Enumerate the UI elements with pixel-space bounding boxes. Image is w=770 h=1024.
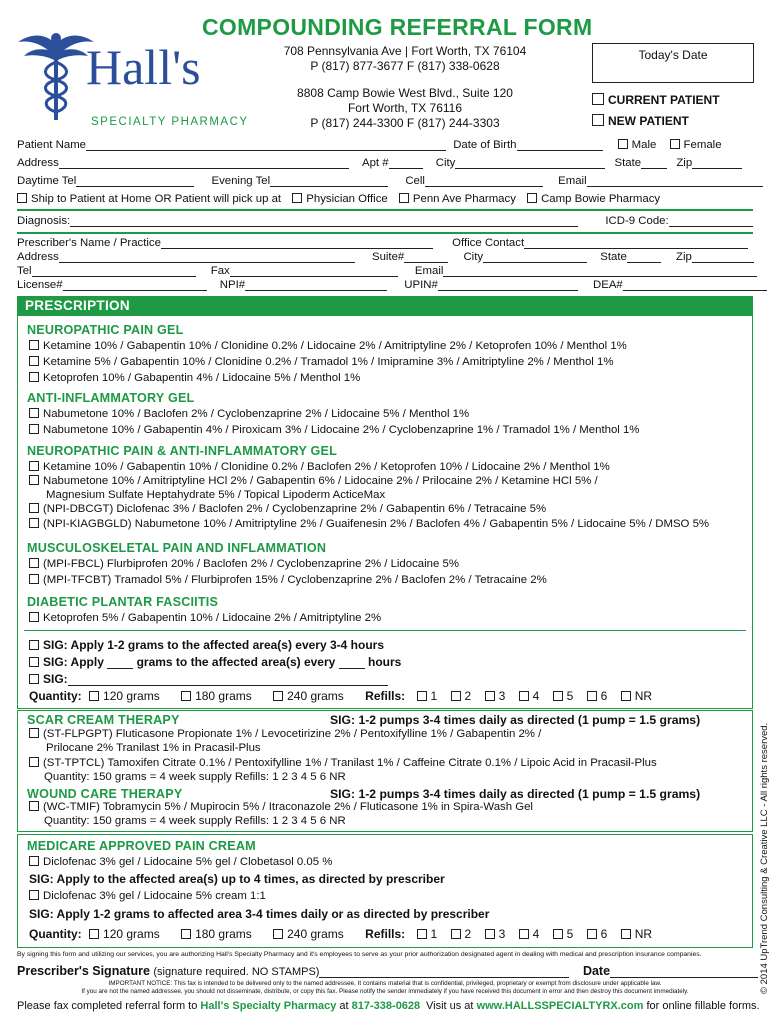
- prescriber-city-label: City: [463, 251, 484, 263]
- physician-office-checkbox[interactable]: [292, 193, 302, 203]
- qty-240-checkbox[interactable]: [273, 691, 283, 701]
- camp-bowie-label: Camp Bowie Pharmacy: [541, 193, 661, 205]
- date-label: Date: [582, 964, 611, 978]
- todays-date-label: Today's Date: [638, 48, 708, 62]
- medicare-refill-nr-checkbox[interactable]: [621, 929, 631, 939]
- apt-field[interactable]: [389, 157, 423, 169]
- male-checkbox[interactable]: [618, 139, 628, 149]
- prescriber-zip-field[interactable]: [692, 251, 754, 263]
- prescriber-email-label: Email: [414, 265, 444, 277]
- scar-quantity: Quantity: 150 grams = 4 week supply Refills: 1 2 3 4 5 6 NR: [44, 771, 346, 783]
- patient-name-label: Patient Name: [17, 139, 87, 151]
- sig-1-checkbox[interactable]: [29, 640, 39, 650]
- date-field[interactable]: [610, 966, 758, 978]
- sig-3-checkbox[interactable]: [29, 674, 39, 684]
- medicare-qty-120-checkbox[interactable]: [89, 929, 99, 939]
- city-field[interactable]: [455, 157, 605, 169]
- diabetic-checkbox[interactable]: [29, 612, 39, 622]
- musc-1-label: (MPI-FBCL) Flurbiprofen 20% / Baclofen 2% / Cyclobenzaprine 2% / Lidocaine 5%: [43, 558, 459, 570]
- fax-instruction: Please fax completed referral form to: [17, 1000, 198, 1012]
- refill-3-label: 3: [498, 689, 506, 703]
- musc-2-label: (MPI-TFCBT) Tramadol 5% / Flurbiprofen 15% / Cyclobenzaprine 2% / Baclofen 2% / Tetracaine 2%: [43, 574, 547, 586]
- neuropathic-title: NEUROPATHIC PAIN GEL: [27, 323, 184, 337]
- female-label: Female: [683, 139, 722, 151]
- scar-2-checkbox[interactable]: [29, 757, 39, 767]
- license-label: License#: [17, 279, 63, 291]
- neuropathic-3-label: Ketoprofen 10% / Gabapentin 4% / Lidocaine 5% / Menthol 1%: [43, 372, 361, 384]
- medicare-qty-240-checkbox[interactable]: [273, 929, 283, 939]
- sig-2-label-mid: grams to the affected area(s) every: [136, 655, 336, 669]
- medicare-refill-4-checkbox[interactable]: [519, 929, 529, 939]
- refill-3-checkbox[interactable]: [485, 691, 495, 701]
- icd-field[interactable]: [669, 215, 753, 227]
- neuropathic-2-checkbox[interactable]: [29, 356, 39, 366]
- phone-camp-bowie: P (817) 244-3300 F (817) 244-3303: [310, 116, 500, 130]
- sig-2-grams-field[interactable]: [107, 657, 133, 669]
- wound-checkbox[interactable]: [29, 801, 39, 811]
- medicare-sig-1: SIG: Apply to the affected area(s) up to 4 times, as directed by prescriber: [29, 872, 445, 886]
- npi-field[interactable]: [245, 279, 387, 291]
- refill-nr-label: NR: [634, 689, 653, 703]
- medicare-refill-2-checkbox[interactable]: [451, 929, 461, 939]
- address-camp-bowie: 8808 Camp Bowie West Blvd., Suite 120: [297, 86, 513, 100]
- patient-name-field[interactable]: [86, 139, 446, 151]
- scar-1-label: (ST-FLPGPT) Fluticasone Propionate 1% / Levocetirizine 2% / Pentoxifylline 1% / Gabapentin 2% /: [43, 728, 542, 740]
- wound-title: WOUND CARE THERAPY: [27, 787, 183, 801]
- prescriber-state-field[interactable]: [627, 251, 661, 263]
- current-patient-checkbox[interactable]: [592, 93, 604, 105]
- zip-label: Zip: [676, 157, 693, 169]
- notice-line-2: If you are not the named addressee, you should not disseminate, distribute, or copy this fax. Please notify the sender immediately if you have received this document in error and then destroy this document immediately.: [81, 988, 689, 995]
- prescriber-city-field[interactable]: [483, 251, 587, 263]
- prescriber-name-field[interactable]: [161, 237, 433, 249]
- female-checkbox[interactable]: [670, 139, 680, 149]
- medicare-refills-label: Refills:: [365, 927, 406, 941]
- penn-ave-checkbox[interactable]: [399, 193, 409, 203]
- prescriber-address-field[interactable]: [59, 251, 355, 263]
- neuropathic-2-label: Ketamine 5% / Gabapentin 10% / Clonidine 0.2% / Tramadol 1% / Imipramine 3% / Amitriptyline 2% / Menthol 1%: [43, 356, 614, 368]
- sig-divider: [24, 630, 746, 631]
- evening-tel-label: Evening Tel: [211, 175, 271, 187]
- visit-suffix: for online fillable forms.: [646, 1000, 760, 1012]
- physician-office-label: Physician Office: [306, 193, 388, 205]
- neuropathic-3-checkbox[interactable]: [29, 372, 39, 382]
- dea-label: DEA#: [593, 279, 623, 291]
- refill-6-label: 6: [600, 689, 608, 703]
- wound-label: (WC-TMIF) Tobramycin 5% / Mupirocin 5% / Itraconazole 2% / Fluticasone 1% in Spira-Wash Gel: [43, 801, 533, 813]
- musc-2-checkbox[interactable]: [29, 574, 39, 584]
- sig-2-hours-field[interactable]: [339, 657, 365, 669]
- refill-1-label: 1: [430, 689, 438, 703]
- upin-label: UPIN#: [404, 279, 438, 291]
- suite-label: Suite#: [371, 251, 405, 263]
- daytime-tel-label: Daytime Tel: [17, 175, 77, 187]
- sig-2-label-end: hours: [368, 655, 402, 669]
- wound-quantity: Quantity: 150 grams = 4 week supply Refills: 1 2 3 4 5 6 NR: [44, 815, 346, 827]
- combo-2-label-cont: Magnesium Sulfate Heptahydrate 5% / Topical Lipoderm ActiceMax: [46, 489, 386, 501]
- new-patient-label: NEW PATIENT: [608, 114, 689, 128]
- camp-bowie-checkbox[interactable]: [527, 193, 537, 203]
- medicare-refill-6-label: 6: [600, 927, 608, 941]
- refill-5-label: 5: [566, 689, 574, 703]
- scar-sig: SIG: 1-2 pumps 3-4 times daily as directed (1 pump = 1.5 grams): [330, 713, 701, 727]
- refill-2-label: 2: [464, 689, 472, 703]
- combo-4-checkbox[interactable]: [29, 518, 39, 528]
- medicare-refill-1-label: 1: [430, 927, 438, 941]
- medicare-1-label: Diclofenac 3% gel / Lidocaine 5% gel / Clobetasol 0.05 %: [43, 856, 333, 868]
- medicare-refill-5-checkbox[interactable]: [553, 929, 563, 939]
- divider: [17, 209, 753, 211]
- prescriber-fax-field[interactable]: [230, 265, 398, 277]
- prescriber-address-label: Address: [17, 251, 59, 263]
- icd-label: ICD-9 Code:: [605, 215, 669, 227]
- scar-1-checkbox[interactable]: [29, 728, 39, 738]
- medicare-refill-nr-label: NR: [634, 927, 653, 941]
- medicare-qty-240-label: 240 grams: [287, 927, 344, 941]
- notice-line-1: IMPORTANT NOTICE: This fax is intended to be delivered only to the named addressee. It contains material that is confidential, privileged, proprietary or exempt from disclosure under applicable law.: [108, 980, 662, 987]
- medicare-qty-120-label: 120 grams: [103, 927, 160, 941]
- anti-1-checkbox[interactable]: [29, 408, 39, 418]
- visit-instruction: Visit us at: [426, 1000, 474, 1012]
- zip-field[interactable]: [692, 157, 742, 169]
- website-link[interactable]: www.HALLSSPECIALTYRX.com: [476, 1000, 644, 1012]
- city-label: City: [435, 157, 456, 169]
- signature-field[interactable]: [319, 966, 569, 978]
- refill-1-checkbox[interactable]: [417, 691, 427, 701]
- diabetic-label: Ketoprofen 5% / Gabapentin 10% / Lidocaine 2% / Amitriptyline 2%: [43, 612, 382, 624]
- address-field[interactable]: [59, 157, 349, 169]
- penn-ave-label: Penn Ave Pharmacy: [412, 193, 516, 205]
- combo-3-checkbox[interactable]: [29, 503, 39, 513]
- combo-3-label: (NPI-DBCGT) Diclofenac 3% / Baclofen 2% / Cyclobenzaprine 2% / Gabapentin 6% / Tetracaine 5%: [43, 503, 547, 515]
- medicare-qty-180-checkbox[interactable]: [181, 929, 191, 939]
- refill-nr-checkbox[interactable]: [621, 691, 631, 701]
- diabetic-title: DIABETIC PLANTAR FASCIITIS: [27, 595, 219, 609]
- prescriber-tel-field[interactable]: [32, 265, 196, 277]
- prescriber-zip-label: Zip: [676, 251, 692, 263]
- npi-label: NPI#: [219, 279, 246, 291]
- prescriber-email-field[interactable]: [443, 265, 757, 277]
- refill-4-checkbox[interactable]: [519, 691, 529, 701]
- apt-label: Apt #: [361, 157, 389, 169]
- fax-pharmacy-name: Hall's Specialty Pharmacy: [200, 1000, 337, 1012]
- medicare-title: MEDICARE APPROVED PAIN CREAM: [27, 839, 256, 853]
- qty-120-label: 120 grams: [103, 689, 160, 703]
- new-patient-checkbox[interactable]: [592, 114, 604, 126]
- dob-label: Date of Birth: [453, 139, 517, 151]
- license-field[interactable]: [63, 279, 207, 291]
- refill-4-label: 4: [532, 689, 540, 703]
- address-camp-bowie-city: Fort Worth, TX 76116: [347, 101, 463, 115]
- fax-number: 817-338-0628: [351, 1000, 421, 1012]
- medicare-quantity-label: Quantity:: [29, 927, 82, 941]
- sig-1-label: SIG: Apply 1-2 grams to the affected area(s) every 3-4 hours: [43, 638, 384, 652]
- combo-1-label: Ketamine 10% / Gabapentin 10% / Clonidine 0.2% / Baclofen 2% / Ketoprofen 10% / Lidocaine 2% / Menthol 1%: [43, 461, 610, 473]
- cell-field[interactable]: [425, 175, 543, 187]
- prescriber-fax-label: Fax: [210, 265, 230, 277]
- authorization-text: By signing this form and utilizing our services, you are authorizing Hall's Specialty Pharmacy and it's employees to serve as your prior authorization designated agent in dealing with medical and prescription insurance companies.: [17, 951, 702, 958]
- quantity-label: Quantity:: [29, 689, 82, 703]
- dob-field[interactable]: [517, 139, 603, 151]
- male-label: Male: [631, 139, 657, 151]
- combo-2-checkbox[interactable]: [29, 475, 39, 485]
- dea-field[interactable]: [623, 279, 767, 291]
- anti-2-checkbox[interactable]: [29, 424, 39, 434]
- logo-subtitle: SPECIALTY PHARMACY: [91, 116, 249, 128]
- sig-2-label: SIG: Apply: [43, 655, 104, 669]
- prescriber-state-label: State: [600, 251, 627, 263]
- state-field[interactable]: [641, 157, 667, 169]
- musc-1-checkbox[interactable]: [29, 558, 39, 568]
- refill-6-checkbox[interactable]: [587, 691, 597, 701]
- signature-label: Prescriber's Signature: [17, 964, 150, 978]
- evening-tel-field[interactable]: [270, 175, 388, 187]
- current-patient-label: CURRENT PATIENT: [608, 93, 720, 107]
- neuropathic-1-checkbox[interactable]: [29, 340, 39, 350]
- diagnosis-field[interactable]: [70, 215, 578, 227]
- copyright-text: © 2014 UpTrend Consulting & Creative LLC - All rights reserved.: [759, 722, 770, 994]
- prescription-header-label: PRESCRIPTION: [25, 298, 130, 313]
- form-title: COMPOUNDING REFERRAL FORM: [202, 14, 593, 40]
- divider: [17, 232, 753, 234]
- prescriber-name-label: Prescriber's Name / Practice: [17, 237, 161, 249]
- neuropathic-1-label: Ketamine 10% / Gabapentin 10% / Clonidine 0.2% / Lidocaine 2% / Amitriptyline 2% / Ketoprofen 10% / Menthol 1%: [43, 340, 627, 352]
- refill-5-checkbox[interactable]: [553, 691, 563, 701]
- fax-at: at: [339, 1000, 349, 1012]
- phone-penn: P (817) 877-3677 F (817) 338-0628: [310, 59, 500, 73]
- qty-180-checkbox[interactable]: [181, 691, 191, 701]
- sig-3-field[interactable]: [68, 674, 388, 686]
- upin-field[interactable]: [438, 279, 578, 291]
- sig-3-label: SIG:: [43, 672, 68, 686]
- medicare-qty-180-label: 180 grams: [195, 927, 252, 941]
- logo-name: Hall's: [86, 39, 201, 95]
- anti-inflammatory-title: ANTI-INFLAMMATORY GEL: [27, 391, 195, 405]
- medicare-refill-3-label: 3: [498, 927, 506, 941]
- ship-home-label: Ship to Patient at Home OR Patient will pick up at: [31, 193, 282, 205]
- medicare-1-checkbox[interactable]: [29, 856, 39, 866]
- ship-home-checkbox[interactable]: [17, 193, 27, 203]
- medicare-refill-5-label: 5: [566, 927, 574, 941]
- todays-date-box[interactable]: [592, 43, 754, 83]
- diagnosis-label: Diagnosis:: [17, 215, 71, 227]
- sig-2-checkbox[interactable]: [29, 657, 39, 667]
- office-contact-field[interactable]: [524, 237, 748, 249]
- qty-120-checkbox[interactable]: [89, 691, 99, 701]
- wound-sig: SIG: 1-2 pumps 3-4 times daily as directed (1 pump = 1.5 grams): [330, 787, 701, 801]
- medicare-refill-6-checkbox[interactable]: [587, 929, 597, 939]
- combo-1-checkbox[interactable]: [29, 461, 39, 471]
- caduceus-icon: [16, 24, 96, 122]
- scar-title: SCAR CREAM THERAPY: [27, 713, 180, 727]
- state-label: State: [614, 157, 642, 169]
- medicare-refill-3-checkbox[interactable]: [485, 929, 495, 939]
- scar-2-label: (ST-TPTCL) Tamoxifen Citrate 0.1% / Pentoxifylline 1% / Tranilast 1% / Caffeine Citrate 0.1% / Lipoic Acid in Pracasil-Plus: [43, 757, 657, 769]
- medicare-refill-1-checkbox[interactable]: [417, 929, 427, 939]
- combo-2-label: Nabumetone 10% / Amitriptyline HCl 2% / Gabapentin 6% / Lidocaine 2% / Prilocaine 2% / Ketamine HCl 5% /: [43, 475, 598, 487]
- refills-label: Refills:: [365, 689, 406, 703]
- email-field[interactable]: [587, 175, 763, 187]
- combo-title: NEUROPATHIC PAIN & ANTI-INFLAMMATORY GEL: [27, 444, 338, 458]
- anti-1-label: Nabumetone 10% / Baclofen 2% / Cyclobenzaprine 2% / Lidocaine 5% / Menthol 1%: [43, 408, 470, 420]
- medicare-sig-2: SIG: Apply 1-2 grams to affected area 3-4 times daily or as directed by prescriber: [29, 907, 490, 921]
- qty-240-label: 240 grams: [287, 689, 344, 703]
- office-contact-label: Office Contact: [452, 237, 525, 249]
- qty-180-label: 180 grams: [195, 689, 252, 703]
- medicare-refill-2-label: 2: [464, 927, 472, 941]
- combo-4-label: (NPI-KIAGBGLD) Nabumetone 10% / Amitriptyline 2% / Guaifenesin 2% / Baclofen 4% / Gabapentin 5% / Lidocaine 5% / DMSO 5%: [43, 518, 710, 530]
- anti-2-label: Nabumetone 10% / Gabapentin 4% / Piroxicam 3% / Lidocaine 2% / Cyclobenzaprine 1% / Tramadol 1% / Menthol 1%: [43, 424, 640, 436]
- email-label: Email: [558, 175, 587, 187]
- address-label: Address: [17, 157, 59, 169]
- musculoskeletal-title: MUSCULOSKELETAL PAIN AND INFLAMMATION: [27, 541, 327, 555]
- suite-field[interactable]: [404, 251, 448, 263]
- cell-label: Cell: [405, 175, 425, 187]
- medicare-refill-4-label: 4: [532, 927, 540, 941]
- daytime-tel-field[interactable]: [76, 175, 194, 187]
- scar-1-label-cont: Prilocane 2% Tranilast 1% in Pracasil-Plus: [46, 742, 261, 754]
- prescriber-tel-label: Tel: [17, 265, 32, 277]
- signature-note: (signature required. NO STAMPS): [153, 966, 320, 978]
- address-penn: 708 Pennsylvania Ave | Fort Worth, TX 76104: [283, 44, 527, 58]
- medicare-2-label: Diclofenac 3% gel / Lidocaine 5% cream 1:1: [43, 890, 266, 902]
- medicare-2-checkbox[interactable]: [29, 890, 39, 900]
- refill-2-checkbox[interactable]: [451, 691, 461, 701]
